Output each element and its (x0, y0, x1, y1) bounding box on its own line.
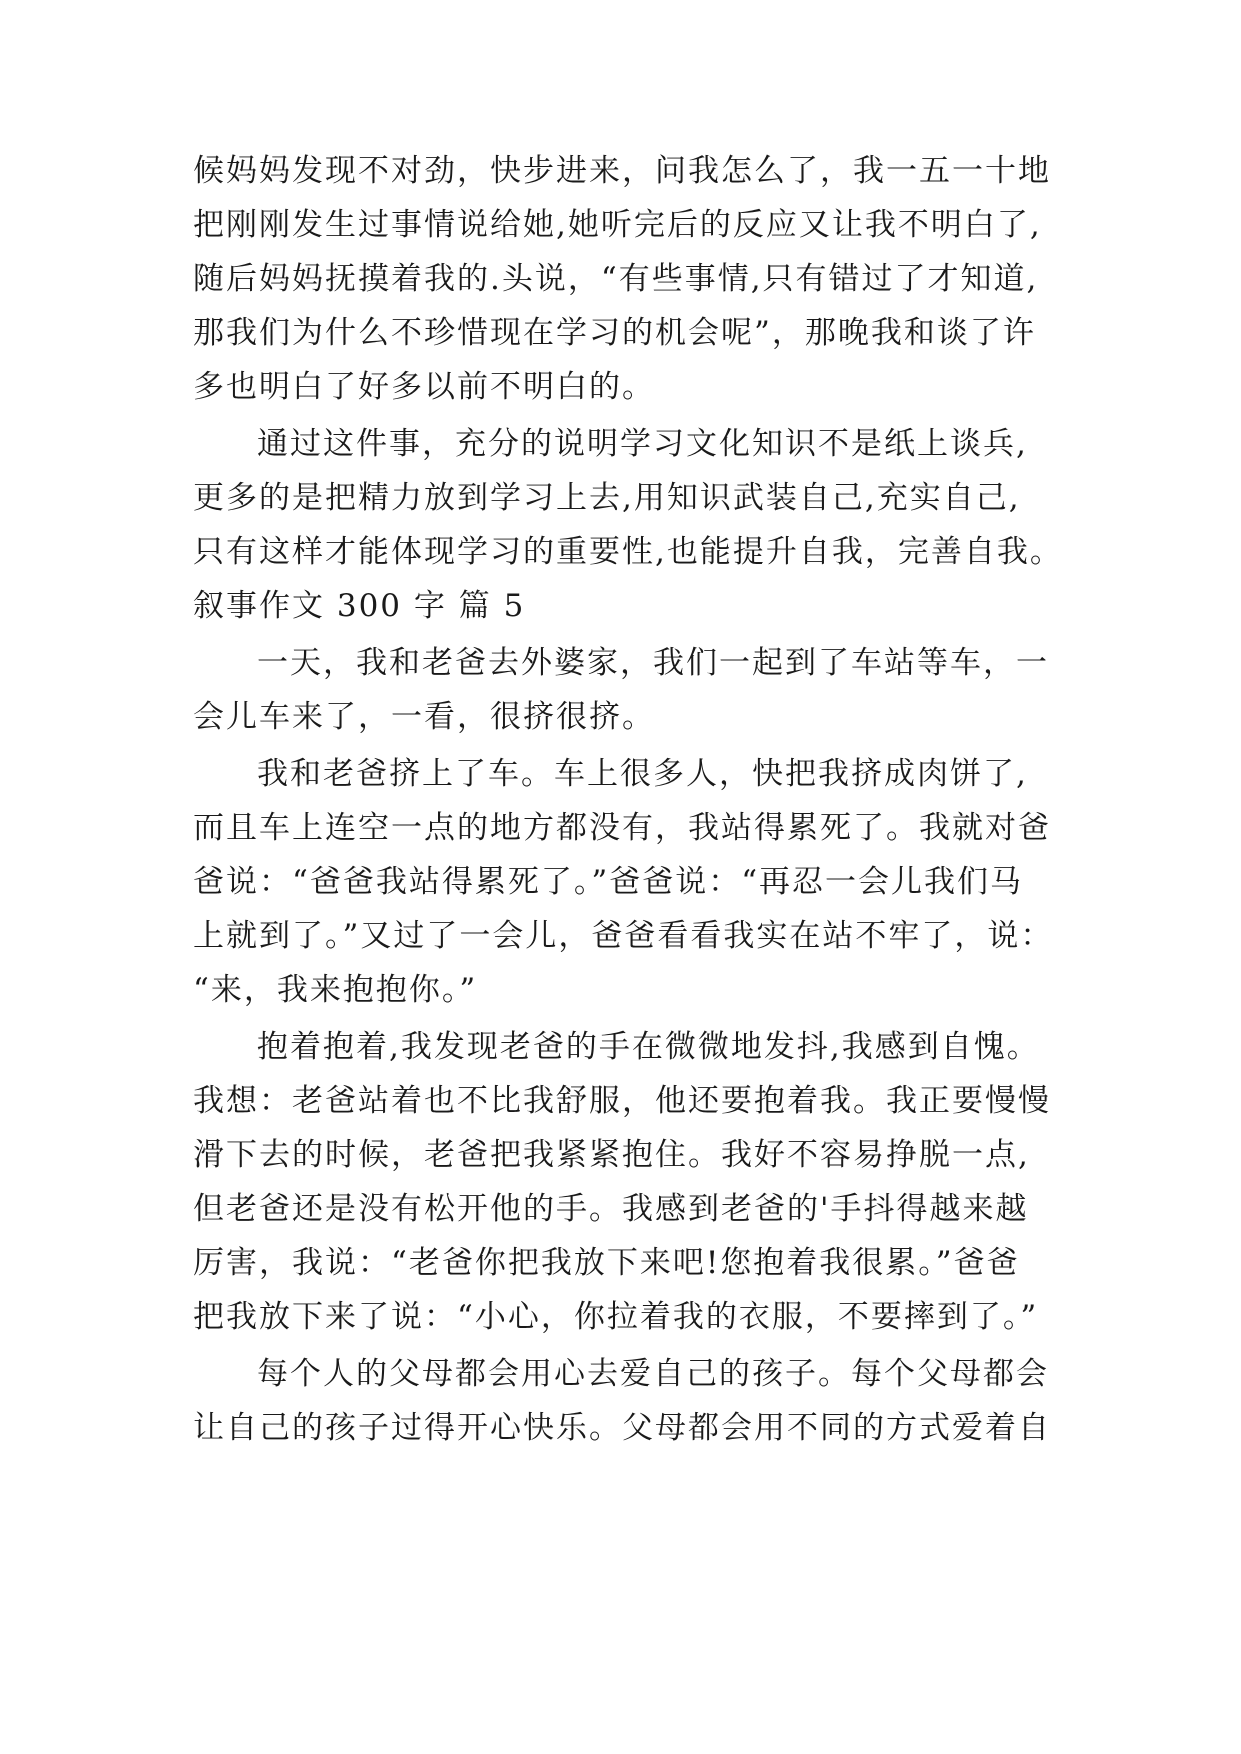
text-line-8: 只有这样才能体现学习的重要性,也能提升自我，完善自我。 (193, 534, 1063, 570)
text-line-19: 滑下去的时候，老爸把我紧紧抱住。我好不容易挣脱一点, (193, 1137, 1030, 1173)
text-line-5: 多也明白了好多以前不明白的。 (193, 369, 655, 405)
text-line-16: “来，我来抱抱你。” (193, 972, 478, 1008)
text-line-11: 会儿车来了，一看，很挤很挤。 (193, 699, 655, 735)
text-line-10: 一天，我和老爸去外婆家，我们一起到了车站等车，一 (257, 645, 1049, 681)
text-line-17: 抱着抱着,我发现老爸的手在微微地发抖,我感到自愧。 (257, 1029, 1040, 1065)
text-line-20: 但老爸还是没有松开他的手。我感到老爸的'手抖得越来越 (193, 1191, 1029, 1227)
text-line-12: 我和老爸挤上了车。车上很多人，快把我挤成肉饼了, (257, 756, 1028, 792)
text-line-22: 把我放下来了说：“小心，你拉着我的衣服，不要摔到了。” (193, 1299, 1039, 1335)
section-heading: 叙事作文 300 字 篇 5 (193, 588, 526, 624)
text-line-4: 那我们为什么不珍惜现在学习的机会呢”，那晚我和谈了许 (193, 315, 1036, 351)
text-line-6: 通过这件事，充分的说明学习文化知识不是纸上谈兵, (257, 426, 1028, 462)
text-line-14: 爸说：“爸爸我站得累死了。”爸爸说：“再忍一会儿我们马 (193, 864, 1024, 900)
text-line-18: 我想：老爸站着也不比我舒服，他还要抱着我。我正要慢慢 (193, 1083, 1051, 1119)
text-line-7: 更多的是把精力放到学习上去,用知识武装自己,充实自己, (193, 480, 1021, 516)
text-line-21: 厉害，我说：“老爸你把我放下来吧!您抱着我很累。”爸爸 (193, 1245, 1020, 1281)
text-line-24: 让自己的孩子过得开心快乐。父母都会用不同的方式爱着自 (193, 1410, 1051, 1446)
text-line-23: 每个人的父母都会用心去爱自己的孩子。每个父母都会 (257, 1356, 1049, 1392)
text-line-13: 而且车上连空一点的地方都没有，我站得累死了。我就对爸 (193, 810, 1051, 846)
text-line-1: 候妈妈发现不对劲，快步进来，问我怎么了，我一五一十地 (193, 153, 1051, 189)
text-line-3: 随后妈妈抚摸着我的.头说，“有些事情,只有错过了才知道, (193, 261, 1039, 297)
text-line-2: 把刚刚发生过事情说给她,她听完后的反应又让我不明白了, (193, 207, 1042, 243)
text-line-15: 上就到了。”又过了一会儿，爸爸看看我实在站不牢了，说： (193, 918, 1054, 954)
